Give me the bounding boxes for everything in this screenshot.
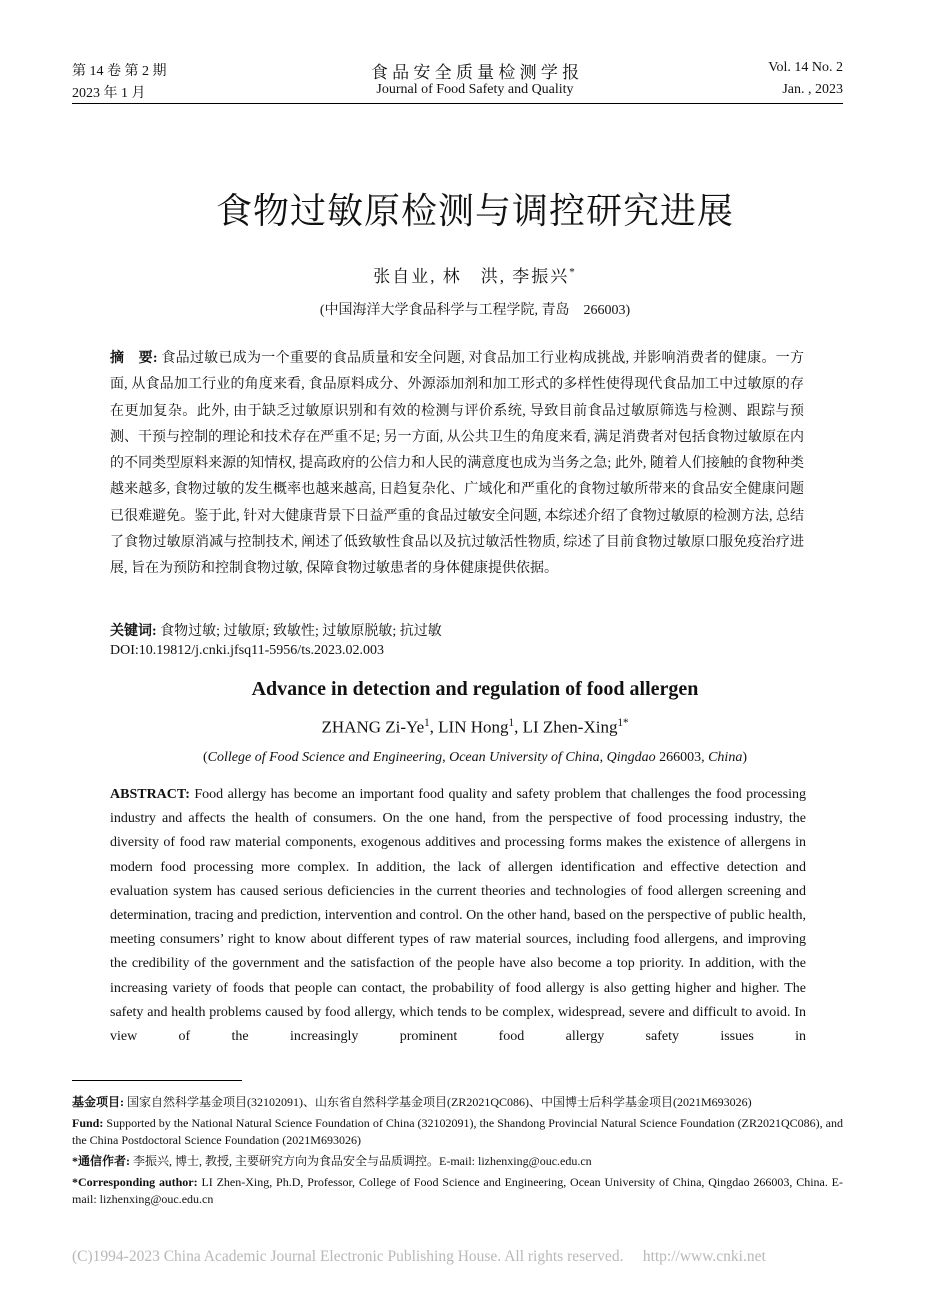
header-journal-en: Journal of Food Safety and Quality (376, 82, 574, 97)
en-affil-open: ( (202, 750, 208, 765)
cn-affiliation: (中国海洋大学食品科学与工程学院, 青岛 266003) (319, 303, 631, 318)
en-affil-univ: Ocean University of China (449, 750, 600, 765)
en-author-2: LIN Hong (438, 717, 509, 737)
doi: DOI:10.19812/j.cnki.jfsq11-5956/ts.2023.02.003 (110, 643, 385, 658)
cn-keywords-text: 食物过敏; 过敏原; 致敏性; 过敏原脱敏; 抗过敏 (160, 624, 442, 639)
cn-keywords-label: 关键词: (110, 624, 157, 639)
en-abstract-label: ABSTRACT: (110, 787, 190, 802)
fund-en-label: Fund: (72, 1116, 104, 1130)
en-abstract-text: Food allergy has become an important food quality and safety problem that challenges the food processing industry and affects the health of consumers. On the one hand, from the perspective of food processing industry, the diversity of food raw material components, exogenous additives and processing forms makes the existence of allergens in modern food processing more complex. In addition, the lack of allergen identification and effective detection and evaluation system has caused serious deficiencies in the current theories and technologies of food allergen screening and determination, tracing and prediction, intervention and control. On the other hand, based on the perspective of public health, meeting consumers’ right to know about different types of raw material sources, including food allergens, and improving the credibility of the government and the satisfaction of the people have also become a top priority. In addition, with the increasing variety of foods that people can contact, the probability of food allergy is also getting higher and higher. The safety and health problems caused by food allergy, which tends to be complex, widespread, severe and difficult to avoid. In view of the increasingly prominent food allergy safety issues in (110, 787, 807, 1045)
header-date-en: Jan. , 2023 (782, 82, 843, 97)
en-affil-country: China (708, 750, 743, 765)
en-affil-college: College of Food Science and Engineering (207, 750, 443, 765)
cn-keywords (110, 620, 804, 640)
en-affil-code: 266003, (655, 750, 709, 765)
en-author-sep: , (514, 717, 523, 737)
header-rule (72, 103, 843, 104)
en-author-1: ZHANG Zi-Ye (321, 717, 425, 737)
en-affil-close: ) (742, 750, 747, 765)
header-date-cn: 2023 年 1 月 (72, 86, 146, 101)
cn-title: 食物过敏原检测与调控研究进展 (215, 191, 734, 231)
en-affiliation: (College of Food Science and Engineering, Ocean University of China, Qingdao 266003, China) (202, 750, 747, 765)
corr-cn (72, 1153, 843, 1170)
en-author-1-sup: 1 (424, 717, 430, 729)
header-volume-issue: 第 14 卷 第 2 期 (72, 64, 167, 79)
corr-en-text: LI Zhen-Xing, Ph.D, Professor, College of Food Science and Engineering, Ocean University of China, Qingdao 266003, China. E-mail: lizhenxing@ouc.edu.cn (72, 1175, 844, 1206)
en-author-3: LI Zhen-Xing (522, 717, 618, 737)
corr-en-label: *Corresponding author: (72, 1175, 198, 1189)
header-journal-cn: 食 品 安 全 质 量 检 测 学 报 (370, 63, 580, 82)
cn-author-mark: * (569, 266, 577, 279)
cn-abstract-label: 摘 要: (110, 351, 158, 366)
cn-authors-names: 张自业, 林 洪, 李振兴 (373, 267, 570, 286)
en-title: Advance in detection and regulation of food allergen (251, 678, 699, 700)
en-authors (0, 717, 950, 738)
en-author-2-sup: 1 (508, 717, 515, 729)
fund-cn (72, 1094, 843, 1111)
fund-en-text: Supported by the National Natural Science Foundation of China (32102091), the Shandong Provincial Natural Science Foundation (ZR2021QC086), and the China Postdoctoral Science Foundation (2021M693026) (72, 1116, 843, 1147)
copyright-line: (C)1994-2023 China Academic Journal Electronic Publishing House. All rights reserved. http://www.cnki.net (72, 1248, 766, 1265)
cn-abstract-text: 食品过敏已成为一个重要的食品质量和安全问题, 对食品加工行业构成挑战, 并影响消费者的健康。一方面, 从食品加工行业的角度来看, 食品原料成分、外源添加剂和加工形式的多样性使得现代食品加工中过敏原的存在更加复杂。此外, 由于缺乏过敏原识别和有效的检测与评价系统, 导致目前食品过敏原筛选与检测、跟踪与预测、干预与控制的理论和技术存在严重不足; 另一方面, 从公共卫生的角度来看, 满足消费者对包括食物过敏原在内的不同类型原料来源的知情权, 提高政府的公信力和人民的满意度也成为当务之急; 此外, 随着人们接触的食物种类越来越多, 食物过敏的发生概率也越来越高, 日趋复杂化、广域化和严重化的食物过敏所带来的食品安全健康问题已很难避免。鉴于此, 针对大健康背景下日益严重的食品过敏安全问题, 本综述介绍了食物过敏原的检测方法, 总结了食物过敏原消减与控制技术, 阐述了低致敏性食品以及抗过敏活性物质, 综述了目前食物过敏原口服免疫治疗进展, 旨在为预防和控制食物过敏, 保障食物过敏患者的身体健康提供依据。 (110, 351, 805, 577)
en-affil-city: Qingdao (606, 750, 656, 765)
corr-cn-label: *通信作者: (72, 1154, 130, 1168)
fund-en (72, 1115, 843, 1149)
fund-cn-text: 国家自然科学基金项目(32102091)、山东省自然科学基金项目(ZR2021QC086)、中国博士后科学基金项目(2021M693026) (127, 1095, 752, 1109)
en-abstract (110, 783, 806, 1049)
corr-cn-text: 李振兴, 博士, 教授, 主要研究方向为食品安全与品质调控。E-mail: lizhenxing@ouc.edu.cn (133, 1154, 592, 1168)
cn-authors (0, 262, 950, 287)
cn-abstract (110, 346, 804, 583)
en-author-3-sup: 1* (617, 717, 629, 729)
en-author-sep: , (429, 717, 439, 737)
footnote-rule (72, 1080, 242, 1081)
corr-en (72, 1174, 843, 1208)
fund-cn-label: 基金项目: (72, 1095, 124, 1109)
header-vol-en: Vol. 14 No. 2 (768, 60, 843, 75)
